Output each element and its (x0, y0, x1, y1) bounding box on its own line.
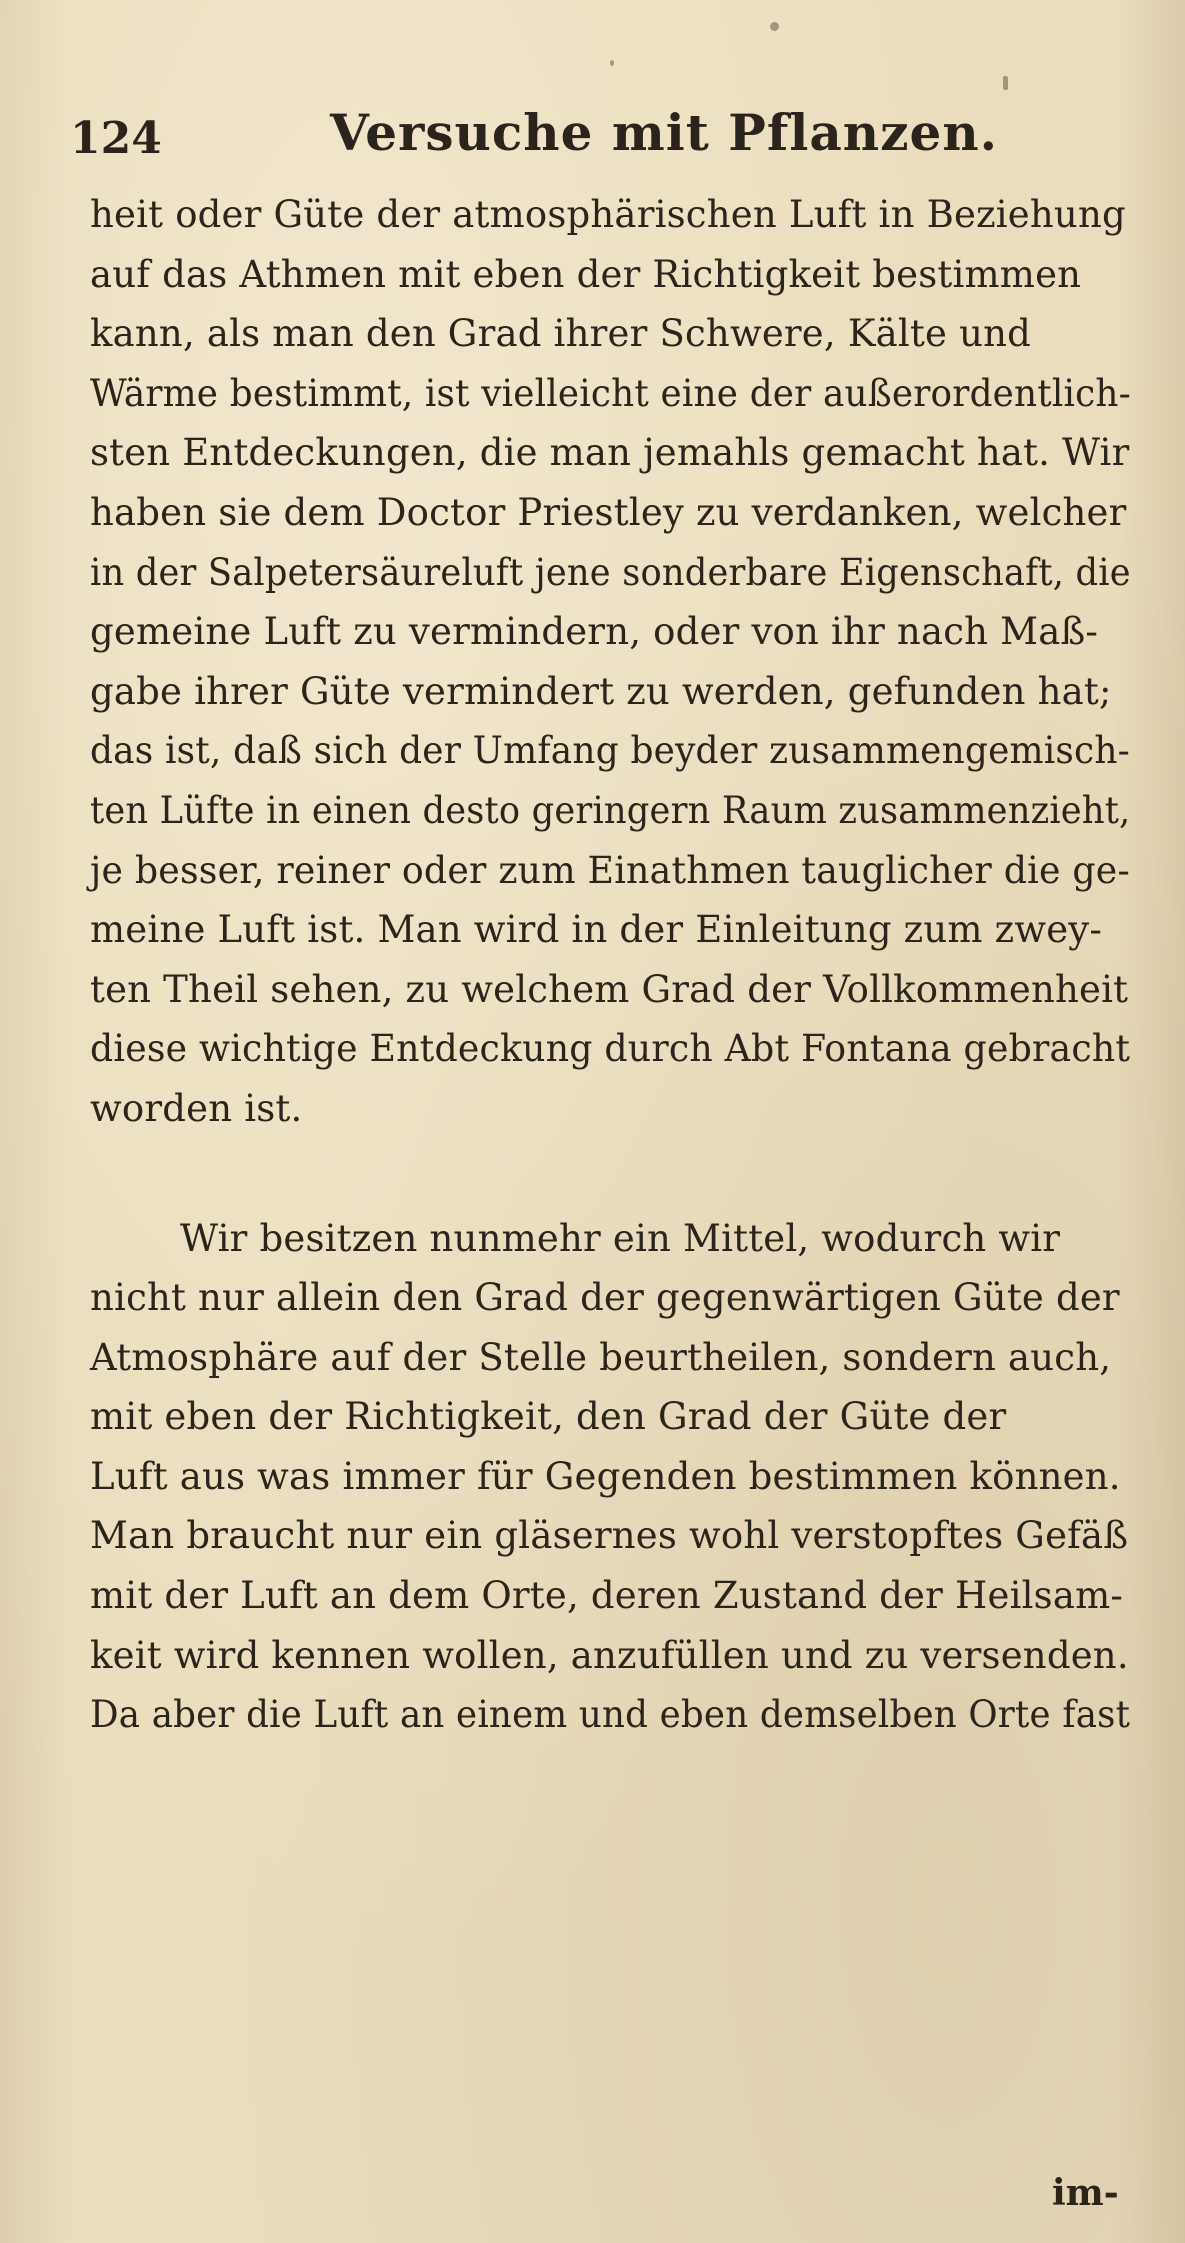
text-line: mit eben der Richtigkeit, den Grad der Güte der (90, 1395, 1007, 1439)
text-line: nicht nur allein den Grad der gegenwärtigen Güte der (90, 1276, 1120, 1320)
text-line: Wärme bestimmt, ist vielleicht eine der außerordentlich- (90, 371, 1131, 415)
text-line: Man braucht nur ein gläsernes wohl verstopftes Gefäß (90, 1514, 1129, 1558)
running-title: Versuche mit Pflanzen. (330, 103, 999, 162)
text-line: worden ist. (90, 1086, 303, 1130)
text-line: ten Theil sehen, zu welchem Grad der Vollkommenheit (90, 967, 1129, 1011)
paragraph-gap (90, 1139, 1150, 1209)
body-text (90, 185, 1150, 1745)
text-line: Atmosphäre auf der Stelle beurtheilen, sondern auch, (90, 1335, 1112, 1379)
text-line: sten Entdeckungen, die man jemahls gemacht hat. Wir (90, 431, 1130, 475)
ink-speck (770, 22, 779, 31)
text-line: haben sie dem Doctor Priestley zu verdanken, welcher (90, 490, 1127, 534)
paragraph-2 (90, 1209, 1150, 1745)
running-header (70, 95, 1120, 175)
paragraph-1 (90, 185, 1150, 1139)
text-line: mit der Luft an dem Orte, deren Zustand der Heilsam- (90, 1574, 1124, 1618)
ink-speck (610, 60, 614, 66)
text-line: je besser, reiner oder zum Einathmen tauglicher die ge- (90, 848, 1130, 892)
catchword: im- (1052, 2172, 1119, 2214)
text-line: das ist, daß sich der Umfang beyder zusammengemisch- (90, 729, 1130, 773)
page-number: 124 (70, 113, 162, 164)
text-line: Wir besitzen nunmehr ein Mittel, wodurch wir (180, 1216, 1061, 1260)
text-line: auf das Athmen mit eben der Richtigkeit bestimmen (90, 252, 1082, 296)
text-line: gemeine Luft zu vermindern, oder von ihr nach Maß- (90, 610, 1099, 654)
text-line: kann, als man den Grad ihrer Schwere, Kälte und (90, 312, 1032, 356)
text-line: meine Luft ist. Man wird in der Einleitung zum zwey- (90, 908, 1103, 952)
text-line: in der Salpetersäureluft jene sonderbare Eigenschaft, die (90, 550, 1131, 594)
text-line: heit oder Güte der atmosphärischen Luft in Beziehung (90, 193, 1126, 236)
text-line: gabe ihrer Güte vermindert zu werden, gefunden hat; (90, 669, 1112, 713)
text-line: ten Lüfte in einen desto geringern Raum zusammenzieht, (90, 788, 1131, 832)
text-line: diese wichtige Entdeckung durch Abt Fontana gebracht (90, 1027, 1131, 1071)
text-line: Luft aus was immer für Gegenden bestimmen können. (90, 1454, 1121, 1498)
text-line: keit wird kennen wollen, anzufüllen und zu versenden. (90, 1633, 1129, 1677)
ink-speck (1003, 76, 1008, 90)
text-line: Da aber die Luft an einem und eben demselben Orte fast (90, 1693, 1131, 1737)
